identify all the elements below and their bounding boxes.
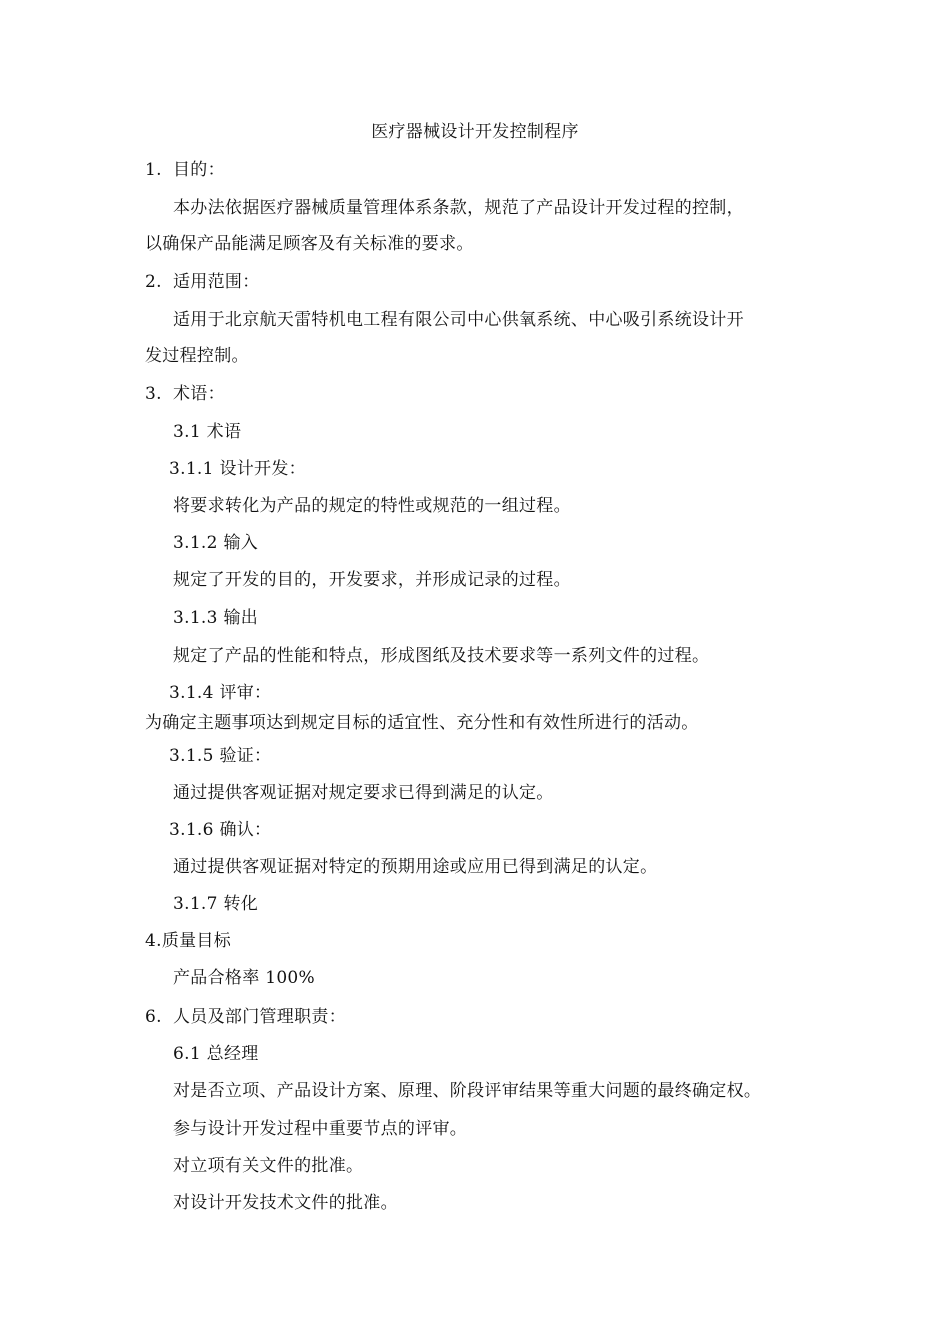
section-2-heading	[145, 271, 260, 293]
term-heading: 3.1.1 设计开发：	[169, 459, 306, 479]
duty-line: 对立项有关文件的批准。	[173, 1156, 364, 1176]
paragraph-line: 产品合格率 100%	[173, 968, 316, 988]
term-definition: 为确定主题事项达到规定目标的适宜性、充分性和有效性所进行的活动。	[145, 713, 699, 733]
section-title: 适用范围：	[173, 272, 260, 292]
section-4-heading: 4.质量目标	[145, 931, 232, 951]
term-definition: 通过提供客观证据对规定要求已得到满足的认定。	[173, 783, 554, 803]
section-title: 目的：	[173, 160, 225, 180]
term-definition: 规定了开发的目的，开发要求，并形成记录的过程。	[173, 570, 571, 590]
section-number: 1.	[145, 160, 162, 180]
term-heading: 3.1.5 验证：	[169, 746, 272, 766]
paragraph-line: 以确保产品能满足顾客及有关标准的要求。	[145, 234, 474, 254]
duty-line: 对是否立项、产品设计方案、原理、阶段评审结果等重大问题的最终确定权。	[173, 1081, 762, 1101]
term-heading: 3.1.6 确认：	[169, 820, 272, 840]
paragraph-line: 发过程控制。	[145, 346, 249, 366]
section-1-heading	[145, 159, 225, 181]
term-heading: 3.1.2 输入	[173, 533, 259, 553]
term-heading: 3.1.4 评审：	[169, 683, 272, 703]
term-heading: 3.1.7 转化	[173, 894, 259, 914]
section-title: 术语：	[173, 384, 225, 404]
duty-line: 对设计开发技术文件的批准。	[173, 1193, 398, 1213]
term-definition: 将要求转化为产品的规定的特性或规范的一组过程。	[173, 496, 571, 516]
paragraph-line: 适用于北京航天雷特机电工程有限公司中心供氧系统、中心吸引系统设计开	[173, 310, 744, 330]
section-number: 2.	[145, 272, 162, 292]
section-number: 6.	[145, 1007, 162, 1027]
section-3-heading	[145, 383, 225, 405]
document-title: 医疗器械设计开发控制程序	[371, 122, 579, 142]
paragraph-line: 本办法依据医疗器械质量管理体系条款，规范了产品设计开发过程的控制，	[173, 198, 744, 218]
subsection-heading: 6.1 总经理	[173, 1044, 259, 1064]
section-title: 人员及部门管理职责：	[173, 1007, 346, 1027]
section-6-heading	[145, 1006, 346, 1028]
term-definition: 规定了产品的性能和特点，形成图纸及技术要求等一系列文件的过程。	[173, 646, 710, 666]
duty-line: 参与设计开发过程中重要节点的评审。	[173, 1119, 468, 1139]
section-number: 3.	[145, 384, 162, 404]
term-definition: 通过提供客观证据对特定的预期用途或应用已得到满足的认定。	[173, 857, 658, 877]
subsection-heading: 3.1 术语	[173, 422, 242, 442]
term-heading: 3.1.3 输出	[173, 608, 259, 628]
